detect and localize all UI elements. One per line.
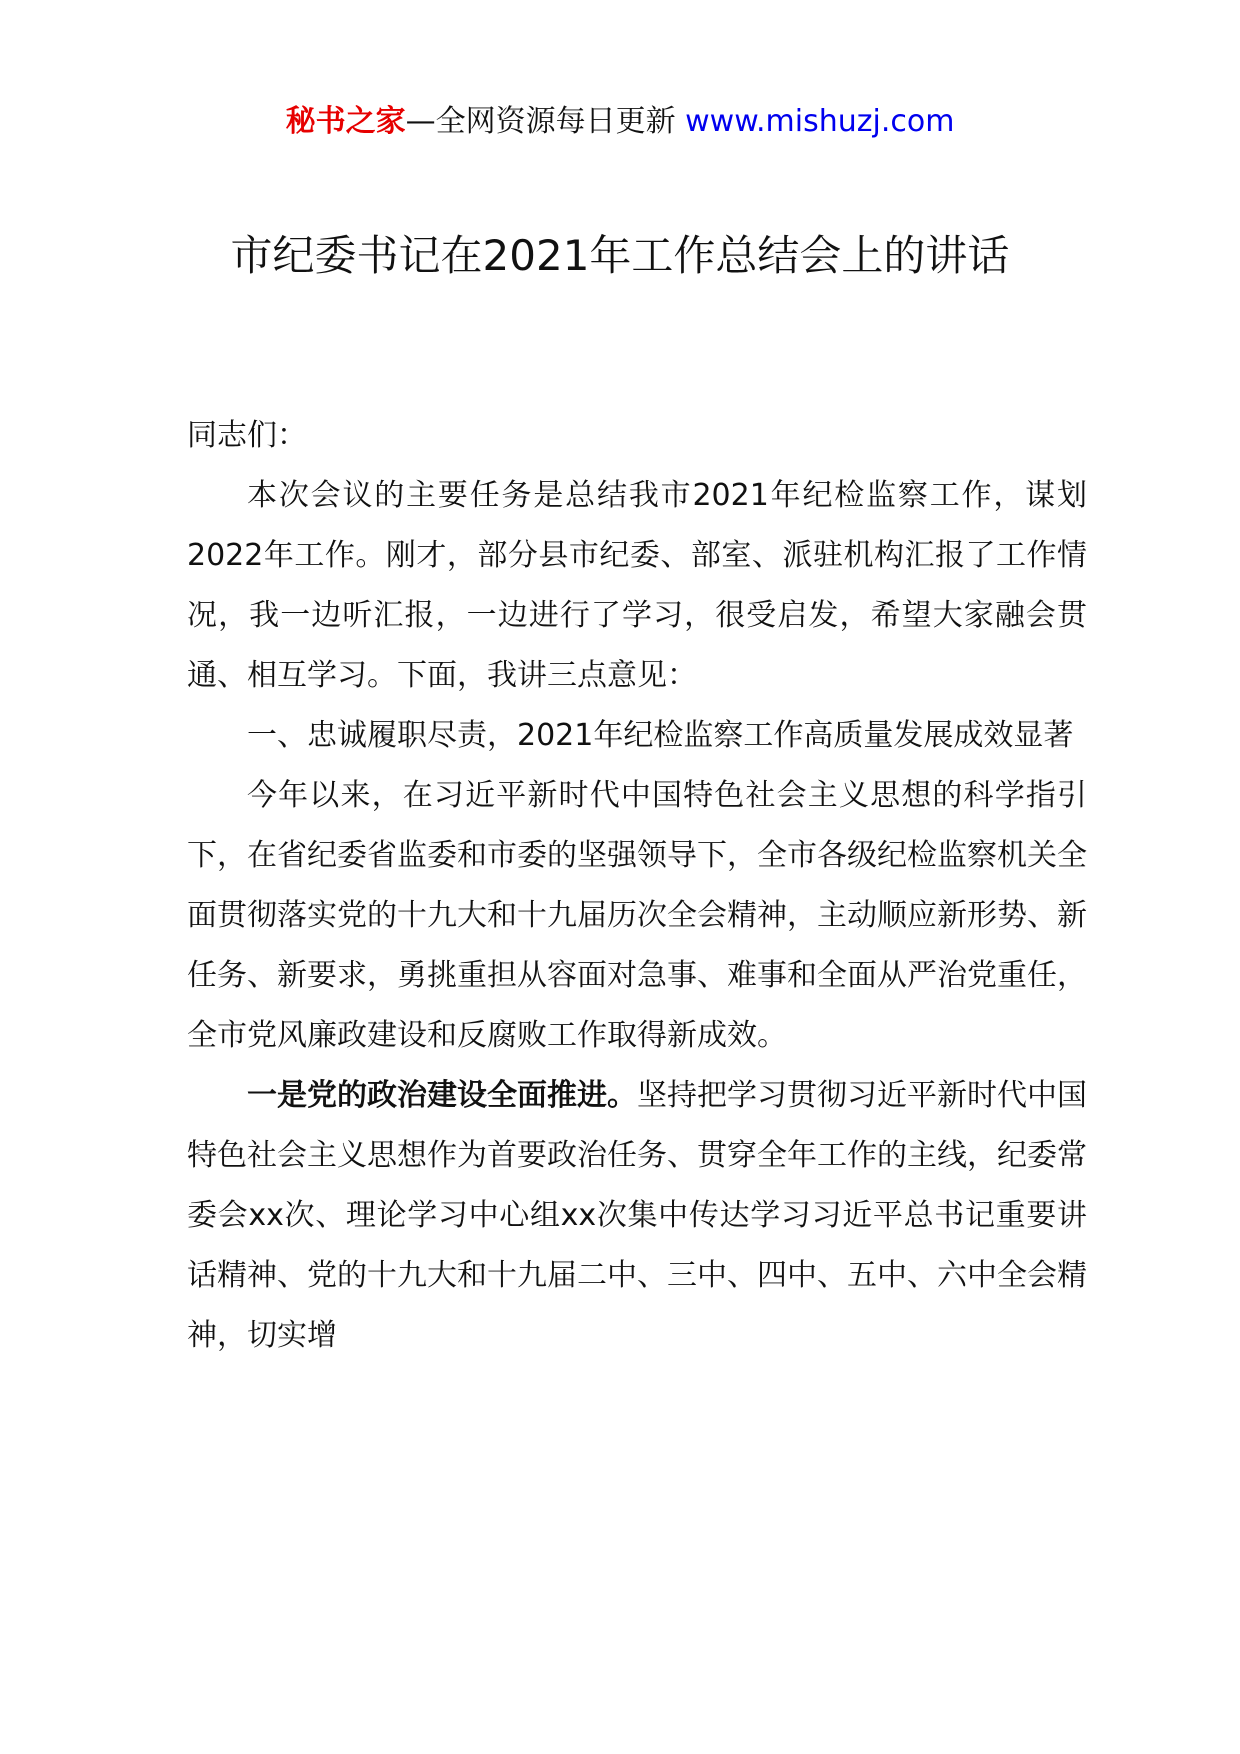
- brand-name: 秘书之家: [285, 104, 406, 139]
- paragraph-point-one: [187, 1066, 1087, 1366]
- section-heading-one: 一、忠诚履职尽责，2021年纪检监察工作高质量发展成效显著: [247, 718, 1074, 753]
- point-one-lead: 一是党的政治建设全面推进。: [247, 1078, 637, 1113]
- site-url-link[interactable]: www.mishuzj.com: [685, 104, 955, 139]
- point-one-text: 坚持把学习贯彻习近平新时代中国特色社会主义思想作为首要政治任务、贯穿全年工作的主线，纪委常委会xx次、理论学习中心组xx次集中传达学习习近平总书记重要讲话精神、党的十九大和十九届二中、三中、四中、五中、六中全会精神，切实增: [187, 1078, 1087, 1353]
- document-body: [187, 406, 1087, 1366]
- site-banner: [0, 100, 1240, 144]
- salutation: 同志们：: [187, 418, 307, 453]
- banner-slogan: —全网资源每日更新: [405, 104, 676, 139]
- document-title: 市纪委书记在2021年工作总结会上的讲话: [230, 231, 1010, 280]
- paragraph-overview: 今年以来，在习近平新时代中国特色社会主义思想的科学指引下，在省纪委省监委和市委的坚强领导下，全市各级纪检监察机关全面贯彻落实党的十九大和十九届历次全会精神，主动顺应新形势、新任务、新要求，勇挑重担从容面对急事、难事和全面从严治党重任，全市党风廉政建设和反腐败工作取得新成效。: [187, 778, 1087, 1053]
- paragraph-intro: 本次会议的主要任务是总结我市2021年纪检监察工作，谋划2022年工作。刚才，部分县市纪委、部室、派驻机构汇报了工作情况，我一边听汇报，一边进行了学习，很受启发，希望大家融会贯通、相互学习。下面，我讲三点意见：: [187, 478, 1087, 693]
